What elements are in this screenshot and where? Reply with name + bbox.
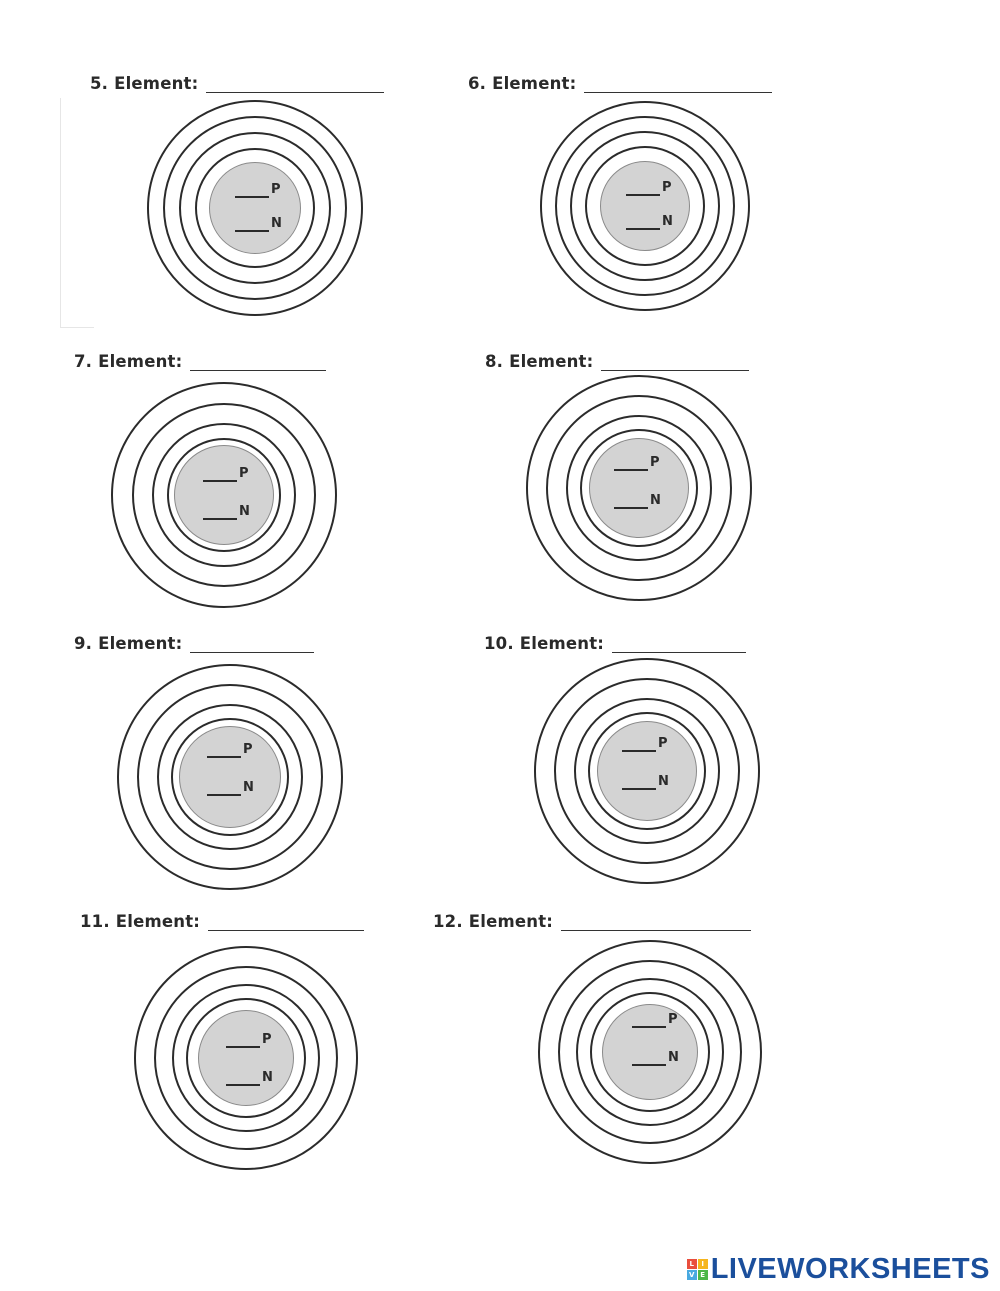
neutron-row: N <box>622 774 669 790</box>
atom-diagram <box>147 100 363 316</box>
atom-diagram <box>134 946 358 1170</box>
neutron-count-input[interactable] <box>614 495 648 509</box>
neutron-row: N <box>632 1050 679 1066</box>
element-label: 9. Element: <box>74 634 314 653</box>
proton-row: P <box>622 736 668 752</box>
element-answer-input[interactable] <box>190 636 314 653</box>
neutron-count-input[interactable] <box>203 506 237 520</box>
neutron-count-input[interactable] <box>622 776 656 790</box>
nucleus <box>589 438 689 538</box>
proton-count-input[interactable] <box>626 182 660 196</box>
neutron-row: N <box>235 216 282 232</box>
liveworksheets-logo <box>687 1254 990 1284</box>
neutron-count-input[interactable] <box>207 782 241 796</box>
nucleus <box>174 445 274 545</box>
element-label: 7. Element: <box>74 352 326 371</box>
proton-row: P <box>632 1012 678 1028</box>
element-label: 10. Element: <box>484 634 746 653</box>
proton-count-input[interactable] <box>622 738 656 752</box>
neutron-count-input[interactable] <box>626 216 660 230</box>
atom-diagram <box>540 101 750 311</box>
neutron-row: N <box>626 214 673 230</box>
proton-count-input[interactable] <box>207 744 241 758</box>
logo-block: V <box>687 1270 697 1280</box>
logo-text: LIVEWORKSHEETS <box>710 1252 990 1285</box>
element-answer-input[interactable] <box>601 354 749 371</box>
element-answer-input[interactable] <box>561 914 751 931</box>
atom-diagram <box>111 382 337 608</box>
proton-row: P <box>626 180 672 196</box>
logo-block: I <box>698 1259 708 1269</box>
logo-block: E <box>698 1270 708 1280</box>
proton-row: P <box>207 742 253 758</box>
element-answer-input[interactable] <box>190 354 326 371</box>
element-answer-input[interactable] <box>584 76 772 93</box>
element-answer-input[interactable] <box>208 914 364 931</box>
neutron-row: N <box>614 493 661 509</box>
neutron-count-input[interactable] <box>235 218 269 232</box>
proton-count-input[interactable] <box>235 184 269 198</box>
element-answer-input[interactable] <box>612 636 746 653</box>
neutron-row: N <box>203 504 250 520</box>
nucleus <box>600 161 690 251</box>
element-label: 6. Element: <box>468 74 772 93</box>
atom-diagram <box>534 658 760 884</box>
scan-border <box>60 327 94 328</box>
neutron-row: N <box>226 1070 273 1086</box>
scan-border <box>60 98 61 328</box>
atom-diagram <box>117 664 343 890</box>
neutron-row: N <box>207 780 254 796</box>
proton-count-input[interactable] <box>203 468 237 482</box>
proton-count-input[interactable] <box>614 457 648 471</box>
neutron-count-input[interactable] <box>632 1052 666 1066</box>
element-label: 5. Element: <box>90 74 384 93</box>
proton-count-input[interactable] <box>226 1034 260 1048</box>
element-label: 12. Element: <box>433 912 751 931</box>
logo-block: L <box>687 1259 697 1269</box>
proton-row: P <box>226 1032 272 1048</box>
proton-count-input[interactable] <box>632 1014 666 1028</box>
neutron-count-input[interactable] <box>226 1072 260 1086</box>
nucleus <box>198 1010 294 1106</box>
proton-row: P <box>235 182 281 198</box>
element-label: 8. Element: <box>485 352 749 371</box>
proton-row: P <box>614 455 660 471</box>
element-answer-input[interactable] <box>206 76 384 93</box>
logo-icon <box>687 1259 708 1280</box>
element-label: 11. Element: <box>80 912 364 931</box>
nucleus <box>209 162 301 254</box>
atom-diagram <box>526 375 752 601</box>
atom-diagram <box>538 940 762 1164</box>
proton-row: P <box>203 466 249 482</box>
